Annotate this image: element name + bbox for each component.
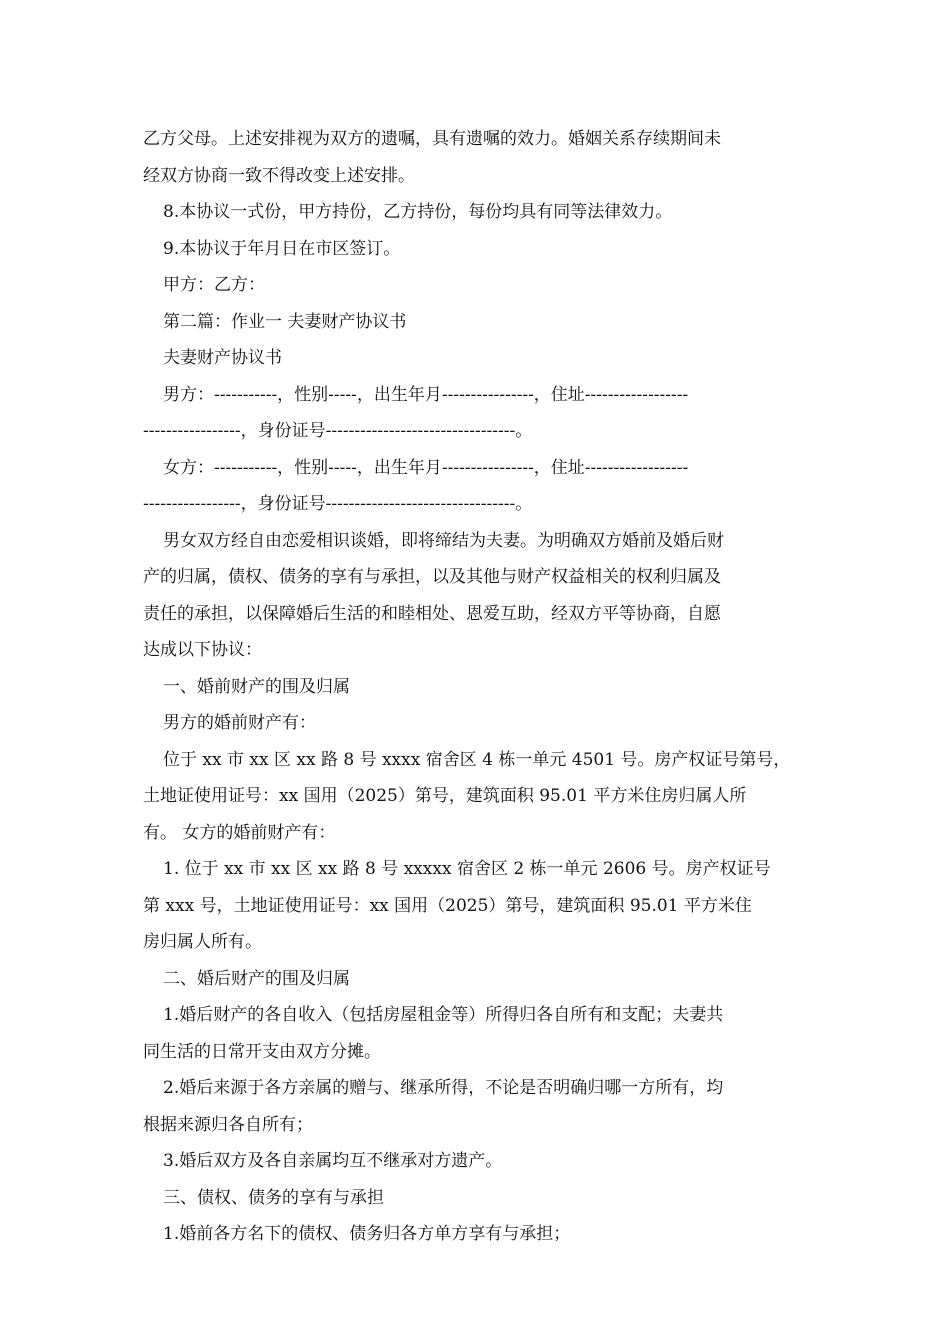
document-line: 2.婚后来源于各方亲属的赠与、继承所得，不论是否明确归哪一方所有，均 (163, 1078, 724, 1098)
document-line: 男方的婚前财产有： (163, 713, 316, 733)
document-line: 三、债权、债务的享有与承担 (163, 1187, 384, 1208)
document-line: 乙方父母。上述安排视为双方的遗嘱，具有遗嘱的效力。婚姻关系存续期间未 (143, 129, 721, 149)
document-line: 有。 女方的婚前财产有： (143, 822, 336, 843)
document-line: 责任的承担，以保障婚后生活的和睦相处、恩爱互助，经双方平等协商，自愿 (143, 603, 721, 624)
document-line: 男方：-----------，性别-----，出生年月----------------，住址------------------ (163, 384, 689, 405)
document-line: 女方：-----------，性别-----，出生年月----------------，住址------------------ (163, 457, 689, 478)
document-line: 房归属人所有。 (143, 932, 262, 952)
document-line: 1.婚后财产的各自收入（包括房屋租金等）所得归各自所有和支配；夫妻共 (163, 1005, 724, 1025)
document-line: 第 xxx 号，土地证使用证号：xx 国用（2025）第号，建筑面积 95.01 平方米住 (143, 895, 752, 916)
document-line: 1.婚前各方名下的债权、债务归各方单方享有与承担； (163, 1224, 571, 1244)
document-line: 经双方协商一致不得改变上述安排。 (143, 165, 415, 186)
document-line: 产的归属，债权、债务的享有与承担，以及其他与财产权益相关的权利归属及 (143, 567, 721, 587)
document-line: 同生活的日常开支由双方分摊。 (143, 1041, 381, 1062)
document-line: 男女双方经自由恋爱相识谈婚，即将缔结为夫妻。为明确双方婚前及婚后财 (163, 530, 724, 551)
document-body (143, 121, 803, 1253)
document-line: 3.婚后双方及各自亲属均互不继承对方遗产。 (163, 1151, 503, 1171)
document-line: 土地证使用证号：xx 国用（2025）第号，建筑面积 95.01 平方米住房归属人所 (143, 786, 747, 806)
document-line: 位于 xx 市 xx 区 xx 路 8 号 xxxx 宿舍区 4 栋一单元 4501 号。房产权证号第号， (163, 749, 791, 770)
document-line: 一、婚前财产的围及归属 (163, 676, 350, 697)
document-line: 9.本协议于年月日在市区签订。 (163, 238, 401, 259)
document-line: 达成以下协议： (143, 640, 262, 660)
document-line: -----------------，身份证号---------------------------------。 (143, 421, 533, 441)
document-line: 二、婚后财产的围及归属 (163, 968, 350, 989)
document-line: 甲方：乙方： (163, 275, 265, 295)
document-line: 第二篇：作业一 夫妻财产协议书 (163, 311, 407, 332)
document-line: 1. 位于 xx 市 xx 区 xx 路 8 号 xxxxx 宿舍区 2 栋一单元 2606 号。房产权证号 (163, 859, 771, 879)
document-line: 8.本协议一式份，甲方持份，乙方持份，每份均具有同等法律效力。 (163, 202, 673, 222)
document-line: 夫妻财产协议书 (163, 348, 282, 368)
document-line: 根据来源归各自所有； (143, 1114, 313, 1135)
document-line: -----------------，身份证号---------------------------------。 (143, 494, 533, 514)
